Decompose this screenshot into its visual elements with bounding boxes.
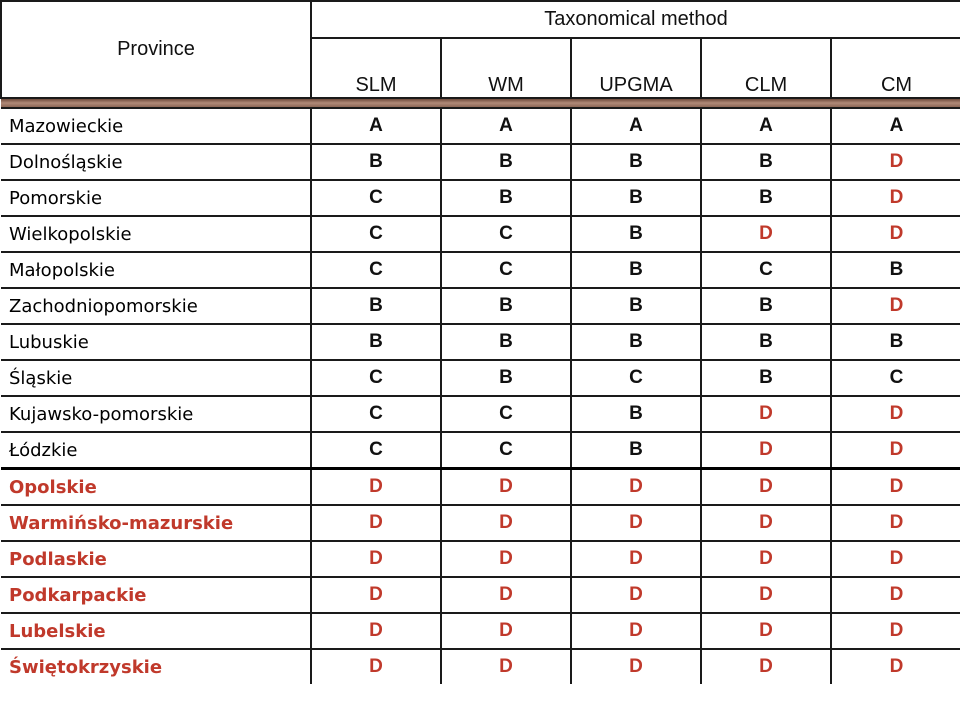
class-cell: B (441, 144, 571, 180)
class-cell: C (831, 360, 960, 396)
class-cell: D (311, 541, 441, 577)
class-cell: B (571, 288, 701, 324)
table-row (1, 108, 960, 144)
class-cell: A (701, 108, 831, 144)
class-cell: D (441, 469, 571, 506)
class-cell: D (831, 396, 960, 432)
class-cell: D (831, 469, 960, 506)
class-cell: B (571, 396, 701, 432)
province-name: Pomorskie (1, 180, 311, 216)
class-cell: B (571, 324, 701, 360)
class-cell: D (831, 505, 960, 541)
class-cell: B (701, 324, 831, 360)
class-cell: D (571, 577, 701, 613)
class-cell: D (441, 649, 571, 684)
class-cell: D (701, 577, 831, 613)
class-cell: D (701, 505, 831, 541)
class-cell: B (311, 288, 441, 324)
table-row (1, 216, 960, 252)
class-cell: B (831, 252, 960, 288)
class-cell: D (701, 613, 831, 649)
province-name: Podlaskie (1, 541, 311, 577)
class-cell: D (831, 649, 960, 684)
class-cell: C (441, 396, 571, 432)
province-header: Province (1, 1, 311, 98)
table-row (1, 541, 960, 577)
province-name: Łódzkie (1, 432, 311, 469)
class-cell: B (571, 432, 701, 469)
class-cell: D (701, 216, 831, 252)
class-cell: A (441, 108, 571, 144)
class-cell: D (441, 613, 571, 649)
table-row (1, 180, 960, 216)
class-cell: B (701, 180, 831, 216)
province-name: Mazowieckie (1, 108, 311, 144)
method-header-slm: SLM (311, 38, 441, 98)
province-name: Świętokrzyskie (1, 649, 311, 684)
table-body (1, 98, 960, 684)
class-cell: D (311, 469, 441, 506)
class-cell: B (701, 288, 831, 324)
class-cell: D (831, 216, 960, 252)
class-cell: C (441, 216, 571, 252)
table-row (1, 396, 960, 432)
class-cell: A (311, 108, 441, 144)
class-cell: D (311, 577, 441, 613)
class-cell: D (701, 541, 831, 577)
class-cell: D (831, 541, 960, 577)
class-cell: D (311, 649, 441, 684)
class-cell: C (441, 252, 571, 288)
province-name: Lubelskie (1, 613, 311, 649)
province-name: Małopolskie (1, 252, 311, 288)
class-cell: B (831, 324, 960, 360)
class-cell: B (571, 180, 701, 216)
class-cell: C (311, 252, 441, 288)
class-cell: D (831, 180, 960, 216)
class-cell: D (831, 288, 960, 324)
province-name: Warmińsko-mazurskie (1, 505, 311, 541)
class-cell: D (701, 469, 831, 506)
class-cell: D (701, 396, 831, 432)
class-cell: D (701, 649, 831, 684)
class-cell: D (441, 541, 571, 577)
class-cell: D (831, 577, 960, 613)
class-cell: D (571, 469, 701, 506)
class-cell: A (571, 108, 701, 144)
table-row (1, 252, 960, 288)
province-name: Podkarpackie (1, 577, 311, 613)
province-name: Opolskie (1, 469, 311, 506)
class-cell: C (311, 360, 441, 396)
table-row (1, 144, 960, 180)
table-row (1, 649, 960, 684)
class-cell: D (311, 613, 441, 649)
class-cell: C (441, 432, 571, 469)
class-cell: B (701, 360, 831, 396)
class-cell: D (441, 505, 571, 541)
method-header-wm: WM (441, 38, 571, 98)
class-cell: D (441, 577, 571, 613)
method-header-clm: CLM (701, 38, 831, 98)
province-name: Wielkopolskie (1, 216, 311, 252)
class-cell: C (311, 180, 441, 216)
class-cell: B (701, 144, 831, 180)
class-cell: A (831, 108, 960, 144)
class-cell: D (831, 613, 960, 649)
class-cell: B (441, 324, 571, 360)
province-name: Kujawsko-pomorskie (1, 396, 311, 432)
class-cell: C (311, 396, 441, 432)
table-row (1, 613, 960, 649)
class-cell: C (571, 360, 701, 396)
class-cell: D (571, 505, 701, 541)
class-cell: B (571, 144, 701, 180)
table-row (1, 432, 960, 469)
table-row (1, 360, 960, 396)
class-cell: D (571, 649, 701, 684)
class-cell: D (571, 613, 701, 649)
province-name: Dolnośląskie (1, 144, 311, 180)
class-cell: D (701, 432, 831, 469)
class-cell: B (441, 360, 571, 396)
class-cell: B (311, 324, 441, 360)
method-header-cm: CM (831, 38, 960, 98)
table-row (1, 469, 960, 506)
class-cell: C (311, 216, 441, 252)
class-cell: B (441, 288, 571, 324)
table-row (1, 324, 960, 360)
class-cell: B (311, 144, 441, 180)
header-divider (1, 98, 960, 108)
taxonomical-method-header: Taxonomical method (311, 1, 960, 38)
class-cell: B (571, 216, 701, 252)
province-name: Lubuskie (1, 324, 311, 360)
class-cell: C (311, 432, 441, 469)
class-cell: D (571, 541, 701, 577)
province-name: Zachodniopomorskie (1, 288, 311, 324)
class-cell: D (311, 505, 441, 541)
class-cell: D (831, 432, 960, 469)
class-cell: C (701, 252, 831, 288)
class-cell: B (571, 252, 701, 288)
province-name: Śląskie (1, 360, 311, 396)
table-row (1, 577, 960, 613)
method-header-upgma: UPGMA (571, 38, 701, 98)
table-row (1, 505, 960, 541)
table-row (1, 288, 960, 324)
class-cell: D (831, 144, 960, 180)
class-cell: B (441, 180, 571, 216)
